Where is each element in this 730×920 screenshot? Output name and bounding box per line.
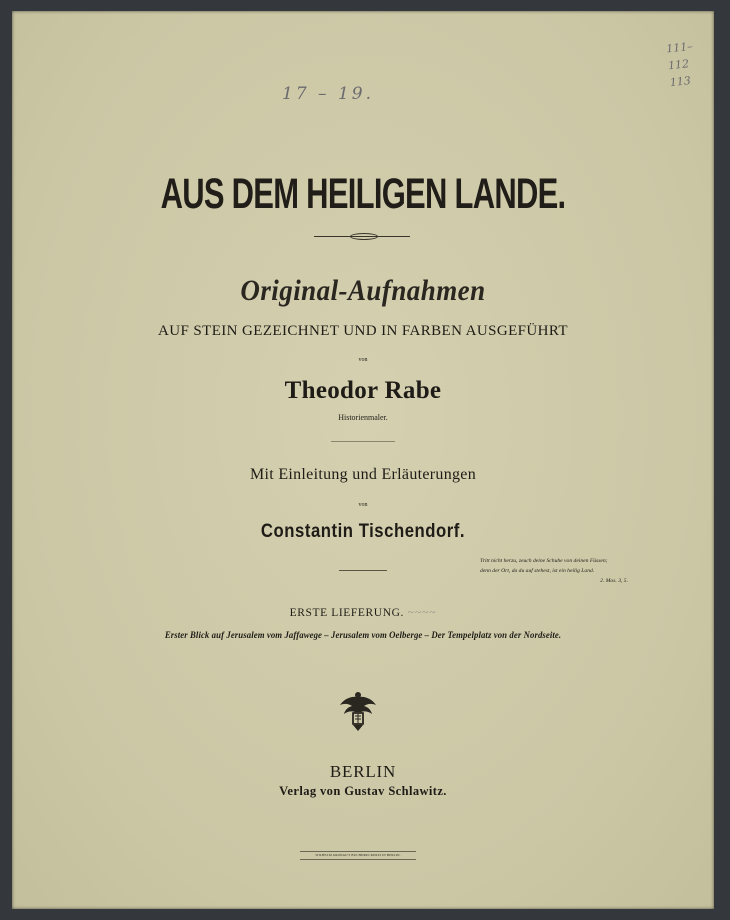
divider-line — [339, 570, 387, 571]
document-page — [12, 11, 714, 909]
publisher-name: Verlag von Gustav Schlawitz. — [279, 784, 447, 798]
editor-name: Constantin Tischendorf. — [260, 521, 466, 542]
subtitle-script: Original-Aufnahmen — [240, 274, 486, 307]
pencil-note: ~~~~ — [407, 607, 437, 619]
epigraph-quote — [480, 556, 628, 586]
author-name: Theodor Rabe — [284, 377, 442, 404]
quote-line: denn der Ort, da du auf stehest, ist ein heilig Land. — [480, 568, 595, 574]
subtitle-caps: AUF STEIN GEZEICHNET UND IN FARBEN AUSGEFÜHRT — [158, 323, 568, 339]
ornament-flourish — [350, 233, 378, 240]
by-label: von — [358, 357, 368, 363]
corner-number: 111– — [665, 39, 694, 56]
page-title: AUS DEM HEILIGEN LANDE. — [160, 170, 566, 218]
intro-line: Mit Einleitung und Erläuterungen — [250, 466, 476, 483]
part-label-text: ERSTE LIEFERUNG. — [289, 607, 404, 619]
author-role: Historienmaler. — [338, 413, 388, 422]
quote-line: Tritt nicht herzu, zeuch deine Schuhe von deinen Füssen; — [480, 558, 608, 564]
part-label — [12, 607, 714, 619]
by-label: von — [358, 502, 368, 508]
contents-line: Erster Blick auf Jerusalem vom Jaffawege – Jerusalem vom Oelberge – Der Tempelplatz von der Nordseite. — [164, 631, 562, 641]
pencil-corner-numbers — [665, 38, 697, 91]
printer-imprint: WILHELM GRONAU'S BUCHDRUCKEREI IN BERLIN. — [315, 853, 401, 857]
corner-number: 112 — [667, 57, 690, 73]
publisher-city: BERLIN — [329, 762, 397, 781]
corner-number: 113 — [669, 74, 692, 90]
eagle-emblem-icon — [339, 690, 377, 732]
quote-reference: 2. Mos. 3, 5. — [600, 578, 628, 584]
pencil-shelf-mark: 17 – 19. — [282, 84, 374, 104]
divider-line — [331, 441, 395, 442]
